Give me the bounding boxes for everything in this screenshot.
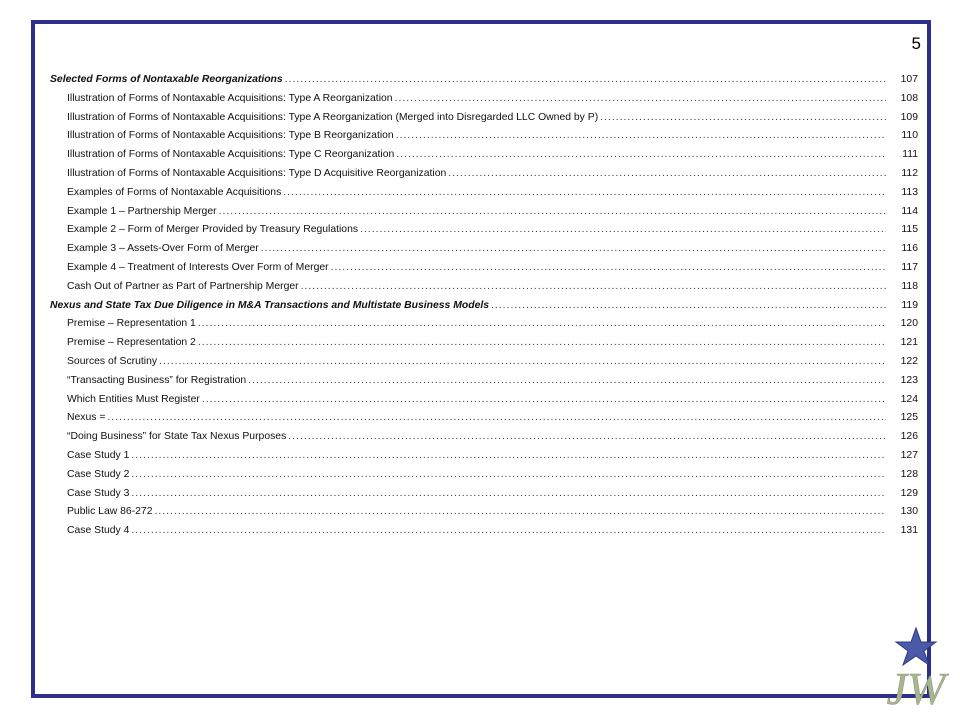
- dot-leader: [285, 74, 886, 85]
- toc-item-row[interactable]: [50, 112, 918, 131]
- toc-entry-label: Which Entities Must Register: [67, 393, 200, 405]
- dot-leader: [331, 262, 886, 273]
- dot-leader: [491, 300, 886, 311]
- toc-item-row[interactable]: [50, 130, 918, 149]
- dot-leader: [261, 243, 886, 254]
- toc-item-row[interactable]: [50, 281, 918, 300]
- toc-page-number: 123: [900, 374, 918, 386]
- logo-letters: JW: [886, 663, 946, 714]
- toc-page-number: 127: [900, 449, 918, 461]
- toc-entry-label: Premise – Representation 2: [67, 337, 196, 349]
- dot-leader: [155, 506, 887, 517]
- dot-leader: [219, 206, 886, 217]
- toc-item-row[interactable]: [50, 525, 918, 544]
- toc-item-row[interactable]: [50, 337, 918, 356]
- dot-leader: [202, 394, 886, 405]
- toc-entry-label: Example 3 – Assets-Over Form of Merger: [67, 243, 259, 255]
- toc-page-number: 124: [900, 393, 918, 405]
- toc-entry-label: Example 2 – Form of Merger Provided by Treasury Regulations: [67, 224, 359, 236]
- dot-leader: [301, 281, 886, 292]
- toc-page-number: 121: [900, 337, 918, 349]
- toc-item-row[interactable]: [50, 469, 918, 488]
- toc-page-number: 126: [900, 431, 918, 443]
- toc-entry-label: Case Study 2: [67, 468, 130, 480]
- toc-entry-label: Sources of Scrutiny: [67, 355, 158, 367]
- toc-entry-label: Illustration of Forms of Nontaxable Acquisitions: Type A Reorganization (Merged into Disregarded LLC Owned by P): [67, 111, 599, 123]
- dot-leader: [395, 93, 886, 104]
- toc-entry-label: Cash Out of Partner as Part of Partnership Merger: [67, 280, 299, 292]
- toc-page-number: 119: [901, 299, 918, 311]
- dot-leader: [448, 168, 886, 179]
- toc-page-number: 128: [900, 468, 918, 480]
- jw-logo: [880, 626, 952, 716]
- star-icon: [896, 628, 936, 665]
- toc-page-number: 114: [901, 205, 918, 217]
- toc-entry-label: Example 1 – Partnership Merger: [67, 205, 217, 217]
- toc-entry-label: Case Study 4: [67, 525, 130, 537]
- table-of-contents: [50, 74, 918, 544]
- dot-leader: [131, 488, 886, 499]
- toc-entry-label: Public Law 86-272: [67, 506, 153, 518]
- toc-entry-label: Illustration of Forms of Nontaxable Acquisitions: Type A Reorganization: [67, 92, 393, 104]
- dot-leader: [198, 337, 886, 348]
- toc-entry-label: Premise – Representation 1: [67, 318, 196, 330]
- dot-leader: [288, 431, 886, 442]
- toc-entry-label: Nexus and State Tax Due Diligence in M&A Transactions and Multistate Business Models: [50, 299, 490, 311]
- dot-leader: [360, 224, 886, 235]
- toc-entry-label: Case Study 3: [67, 487, 130, 499]
- toc-entry-label: Example 4 – Treatment of Interests Over Form of Merger: [67, 261, 329, 273]
- toc-page-number: 108: [900, 92, 918, 104]
- toc-item-row[interactable]: [50, 149, 918, 168]
- toc-item-row[interactable]: [50, 506, 918, 525]
- toc-section-row[interactable]: [50, 300, 918, 319]
- toc-entry-label: Illustration of Forms of Nontaxable Acquisitions: Type C Reorganization: [67, 149, 395, 161]
- toc-page-number: 115: [901, 224, 918, 236]
- toc-item-row[interactable]: [50, 168, 918, 187]
- toc-entry-label: Examples of Forms of Nontaxable Acquisitions: [67, 186, 282, 198]
- dot-leader: [396, 149, 886, 160]
- toc-page-number: 122: [900, 355, 918, 367]
- toc-entry-label: Selected Forms of Nontaxable Reorganizations: [50, 74, 283, 85]
- toc-entry-label: “Doing Business” for State Tax Nexus Purposes: [67, 431, 287, 443]
- dot-leader: [131, 525, 886, 536]
- toc-item-row[interactable]: [50, 262, 918, 281]
- toc-page-number: 113: [901, 186, 918, 198]
- dot-leader: [600, 112, 886, 123]
- toc-item-row[interactable]: [50, 488, 918, 507]
- toc-item-row[interactable]: [50, 318, 918, 337]
- dot-leader: [131, 469, 886, 480]
- toc-entry-label: “Transacting Business” for Registration: [67, 374, 247, 386]
- toc-page-number: 130: [900, 506, 918, 518]
- toc-entry-label: Nexus =: [67, 412, 106, 424]
- toc-item-row[interactable]: [50, 206, 918, 225]
- toc-item-row[interactable]: [50, 450, 918, 469]
- toc-page-number: 118: [901, 280, 918, 292]
- toc-entry-label: Case Study 1: [67, 449, 130, 461]
- page-number: 5: [911, 34, 921, 53]
- toc-entry-label: Illustration of Forms of Nontaxable Acquisitions: Type B Reorganization: [67, 130, 394, 142]
- dot-leader: [283, 187, 886, 198]
- toc-item-row[interactable]: [50, 356, 918, 375]
- toc-page-number: 117: [901, 261, 918, 273]
- toc-item-row[interactable]: [50, 394, 918, 413]
- dot-leader: [159, 356, 886, 367]
- toc-page-number: 116: [901, 243, 918, 255]
- toc-item-row[interactable]: [50, 412, 918, 431]
- dot-leader: [107, 412, 886, 423]
- toc-item-row[interactable]: [50, 243, 918, 262]
- dot-leader: [248, 375, 886, 386]
- page-frame: [31, 20, 931, 698]
- toc-page-number: 125: [900, 412, 918, 424]
- toc-page-number: 129: [900, 487, 918, 499]
- toc-item-row[interactable]: [50, 93, 918, 112]
- toc-page-number: 120: [900, 318, 918, 330]
- toc-page-number: 107: [900, 74, 918, 85]
- toc-page-number: 131: [900, 525, 918, 537]
- toc-item-row[interactable]: [50, 224, 918, 243]
- dot-leader: [131, 450, 886, 461]
- toc-section-row[interactable]: [50, 74, 918, 93]
- toc-page-number: 111: [902, 149, 918, 161]
- toc-entry-label: Illustration of Forms of Nontaxable Acquisitions: Type D Acquisitive Reorganization: [67, 167, 447, 179]
- toc-item-row[interactable]: [50, 187, 918, 206]
- toc-page-number: 112: [901, 167, 918, 179]
- dot-leader: [198, 318, 886, 329]
- dot-leader: [396, 130, 886, 141]
- toc-page-number: 109: [900, 111, 918, 123]
- toc-page-number: 110: [901, 130, 918, 142]
- toc-item-row[interactable]: [50, 375, 918, 394]
- toc-item-row[interactable]: [50, 431, 918, 450]
